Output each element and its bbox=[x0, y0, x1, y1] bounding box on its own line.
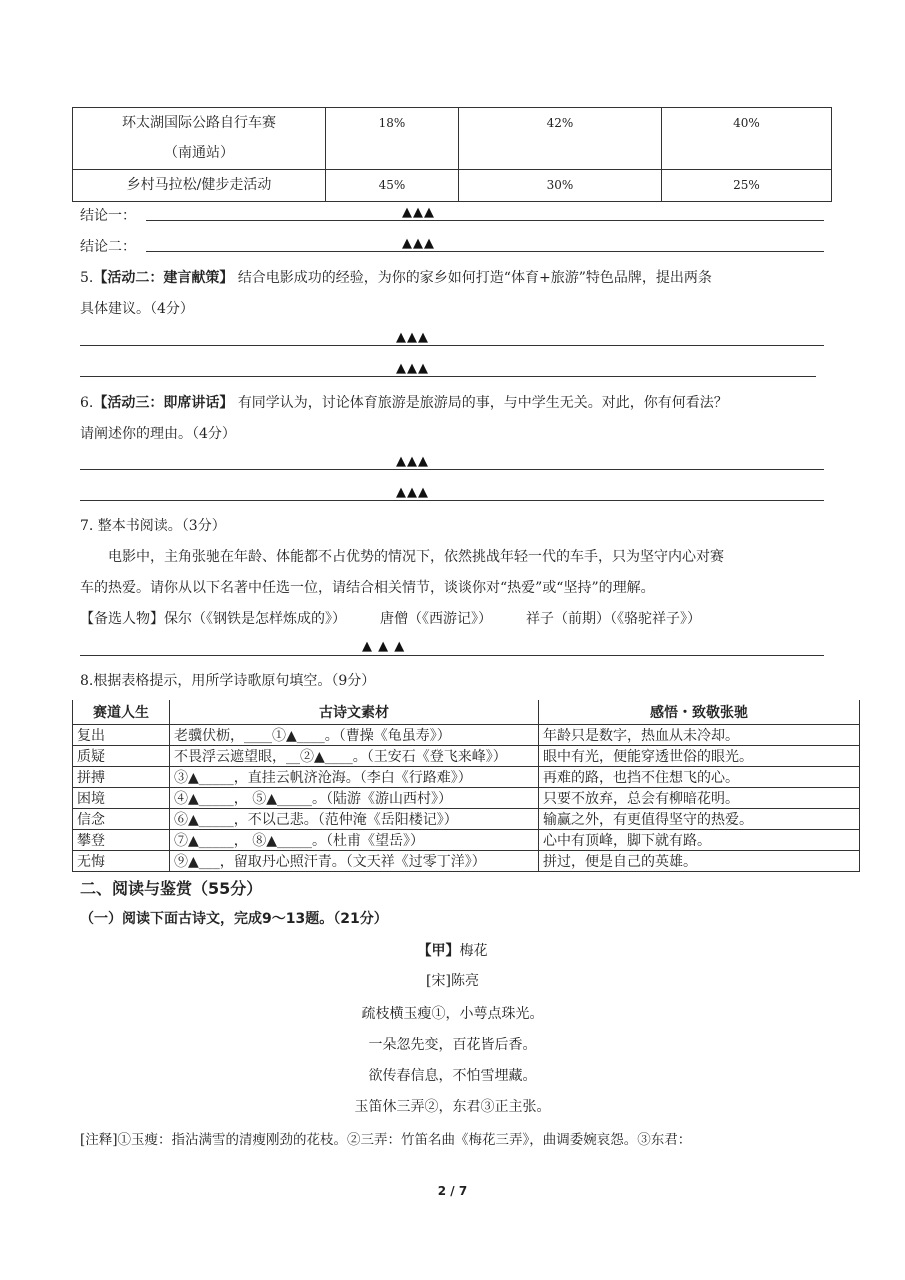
table-cell: 25% bbox=[662, 170, 832, 202]
table-cell bbox=[73, 108, 326, 170]
table-cell: 信念 bbox=[73, 809, 170, 830]
table-row bbox=[73, 725, 860, 746]
poem-title bbox=[0, 940, 905, 960]
table-cell: 18% bbox=[326, 108, 459, 170]
question-number: 5. bbox=[80, 270, 94, 286]
table-row bbox=[73, 788, 860, 809]
poem-author: [宋]陈亮 bbox=[426, 973, 479, 989]
poem-line: 疏枝横玉瘦①，小萼点珠光。 bbox=[361, 1006, 544, 1022]
question-text: 结合电影成功的经验，为你的家乡如何打造“体育+旅游”特色品牌，提出两条 bbox=[237, 270, 712, 286]
table-cell: ③▲_____，直挂云帆济沧海。（李白《行路难》） bbox=[170, 767, 539, 788]
answer-mark: ▲▲▲ bbox=[402, 205, 435, 220]
poem-title-text: 梅花 bbox=[459, 943, 488, 959]
table-cell: ⑦▲_____， ⑧▲_____。（杜甫《望岳》） bbox=[170, 830, 539, 851]
candidate: 祥子（前期）（《骆驼祥子》） bbox=[526, 611, 701, 627]
question-heading: 【活动二：建言献策】 bbox=[93, 270, 234, 286]
poem-note: [注释]①玉瘦：指沾满雪的清瘦刚劲的花枝。②三弄：竹笛名曲《梅花三弄》，曲调委婉哀怨。③东君： bbox=[80, 1132, 692, 1148]
table-cell: 攀登 bbox=[73, 830, 170, 851]
table-cell: ④▲_____， ⑤▲_____。（陆游《游山西村》） bbox=[170, 788, 539, 809]
question-8-title: 8.根据表格提示，用所学诗歌原句填空。（9分） bbox=[80, 673, 376, 689]
poem-line: 欲传春信息，不怕雪埋藏。 bbox=[368, 1068, 537, 1084]
table-cell: 不畏浮云遮望眼，__②▲____。（王安石《登飞来峰》） bbox=[170, 746, 539, 767]
table-cell: 30% bbox=[459, 170, 662, 202]
question-7-candidates bbox=[80, 608, 701, 628]
question-6 bbox=[80, 392, 728, 412]
table-cell: 拼搏 bbox=[73, 767, 170, 788]
poem-title-mark: 【甲】 bbox=[417, 943, 460, 959]
table-row bbox=[73, 746, 860, 767]
question-heading: 【活动三：即席讲话】 bbox=[93, 395, 234, 411]
table-row bbox=[73, 108, 832, 170]
answer-line bbox=[80, 500, 824, 501]
table-cell: 困境 bbox=[73, 788, 170, 809]
question-7-para: 车的热爱。请你从以下名著中任选一位，请结合相关情节，谈谈你对“热爱”或“坚持”的理解。 bbox=[80, 580, 655, 596]
table-cell: ⑥▲_____，不以己悲。（范仲淹《岳阳楼记》） bbox=[170, 809, 539, 830]
conclusion-two-label: 结论二： bbox=[80, 239, 136, 255]
candidates-label: 【备选人物】 bbox=[80, 611, 164, 627]
candidate: 保尔（《钢铁是怎样炼成的》） bbox=[164, 611, 346, 627]
answer-mark: ▲▲▲ bbox=[396, 454, 429, 469]
table-cell: ⑨▲___，留取丹心照汗青。（文天祥《过零丁洋》） bbox=[170, 851, 539, 872]
answer-line bbox=[146, 220, 824, 221]
column-header: 赛道人生 bbox=[73, 700, 170, 725]
poetry-fill-table bbox=[72, 700, 860, 872]
answer-line bbox=[80, 655, 824, 656]
question-5-line2: 具体建议。（4分） bbox=[80, 301, 194, 317]
answer-mark: ▲▲▲ bbox=[396, 485, 429, 500]
table-cell: 年龄只是数字，热血从未冷却。 bbox=[539, 725, 860, 746]
answer-mark: ▲▲▲ bbox=[402, 236, 435, 251]
table-header-row bbox=[73, 700, 860, 725]
table-cell: 老骥伏枥，____①▲____。（曹操《龟虽寿》） bbox=[170, 725, 539, 746]
question-5 bbox=[80, 267, 712, 287]
table-row bbox=[73, 830, 860, 851]
table-cell: 40% bbox=[662, 108, 832, 170]
answer-line bbox=[80, 345, 824, 346]
table-cell bbox=[73, 170, 326, 202]
table-row bbox=[73, 170, 832, 202]
table-cell: 42% bbox=[459, 108, 662, 170]
candidate: 唐僧（《西游记》） bbox=[380, 611, 492, 627]
conclusion-one-label: 结论一： bbox=[80, 208, 136, 224]
table-cell: 输赢之外，有更值得坚守的热爱。 bbox=[539, 809, 860, 830]
table-row bbox=[73, 767, 860, 788]
answer-mark: ▲ ▲ ▲ bbox=[362, 639, 406, 654]
poem-line: 玉笛休三弄②，东君③正主张。 bbox=[354, 1099, 551, 1115]
event-name: 乡村马拉松/健步走活动 bbox=[126, 177, 272, 193]
question-6-line2: 请阐述你的理由。（4分） bbox=[80, 426, 236, 442]
page-number: 2 / 7 bbox=[437, 1184, 468, 1198]
column-header: 古诗文素材 bbox=[170, 700, 539, 725]
table-cell: 拼过，便是自己的英雄。 bbox=[539, 851, 860, 872]
table-cell: 无悔 bbox=[73, 851, 170, 872]
event-name: 环太湖国际公路自行车赛 bbox=[122, 115, 276, 131]
survey-table bbox=[72, 107, 832, 202]
event-name-sub: （南通站） bbox=[164, 145, 234, 161]
table-cell: 只要不放弃，总会有柳暗花明。 bbox=[539, 788, 860, 809]
table-row bbox=[73, 851, 860, 872]
poem-line: 一朵忽先变，百花皆后香。 bbox=[368, 1037, 537, 1053]
table-cell: 心中有顶峰，脚下就有路。 bbox=[539, 830, 860, 851]
table-cell: 眼中有光，便能穿透世俗的眼光。 bbox=[539, 746, 860, 767]
answer-mark: ▲▲▲ bbox=[396, 361, 429, 376]
table-cell: 复出 bbox=[73, 725, 170, 746]
table-cell: 质疑 bbox=[73, 746, 170, 767]
answer-line bbox=[80, 469, 824, 470]
answer-mark: ▲▲▲ bbox=[396, 330, 429, 345]
question-number: 6. bbox=[80, 395, 94, 411]
table-cell: 再难的路，也挡不住想飞的心。 bbox=[539, 767, 860, 788]
answer-line bbox=[146, 251, 824, 252]
answer-line bbox=[80, 376, 816, 377]
section-subtitle: （一）阅读下面古诗文，完成9～13题。（21分） bbox=[80, 911, 388, 927]
table-row bbox=[73, 809, 860, 830]
section-title: 二、阅读与鉴赏（55分） bbox=[80, 879, 263, 898]
question-text: 有同学认为，讨论体育旅游是旅游局的事，与中学生无关。对此，你有何看法？ bbox=[237, 395, 728, 411]
question-7-para: 电影中，主角张驰在年龄、体能都不占优势的情况下，依然挑战年轻一代的车手，只为坚守内心对赛 bbox=[108, 549, 724, 565]
column-header: 感悟・致敬张驰 bbox=[539, 700, 860, 725]
question-7-title: 7. 整本书阅读。（3分） bbox=[80, 518, 226, 534]
table-cell: 45% bbox=[326, 170, 459, 202]
